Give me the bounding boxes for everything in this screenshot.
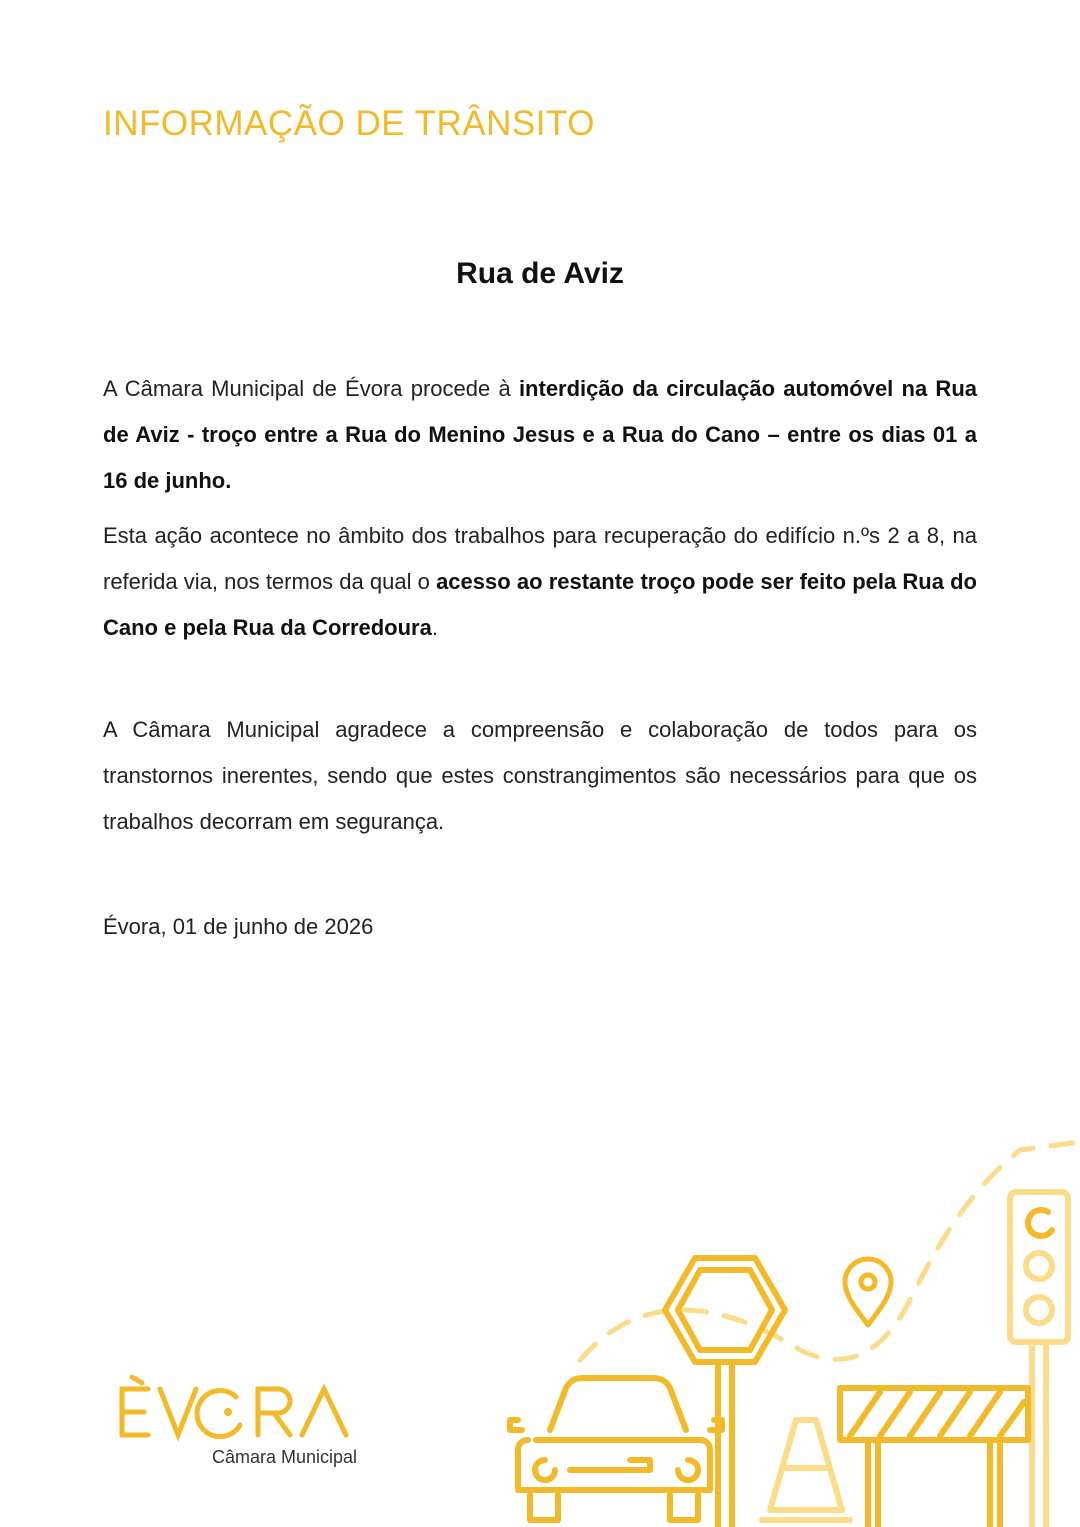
traffic-light-top-lamp (1028, 1210, 1052, 1236)
paragraph1-bold: interdição da circulação automóvel na Rua de Aviz - troço entre a Rua do Menino Jesus e a Rua do Cano – entre os dias 01 a 16 de junho. (103, 376, 977, 493)
paragraph2-end: . (431, 615, 438, 640)
evora-logo (118, 1375, 363, 1475)
paragraph-thanks: A Câmara Municipal agradece a compreensão e colaboração de todos para os transtornos inerentes, sendo que estes constrangimentos são necessários para que os trabalhos decorram em segurança. (103, 717, 977, 834)
car-icon (510, 1378, 722, 1520)
traffic-works-illustration (500, 1130, 1080, 1527)
paragraph-context (103, 513, 977, 651)
header-title: INFORMAÇÃO DE TRÂNSITO (103, 104, 595, 143)
location-pin-icon (845, 1259, 891, 1325)
paragraph1-text: A Câmara Municipal de Évora procede à (103, 376, 519, 401)
road-barrier-icon (840, 1388, 1028, 1527)
traffic-light-icon (1010, 1192, 1068, 1527)
traffic-cone-icon (762, 1420, 850, 1520)
evora-wordmark-logo (118, 1375, 363, 1445)
paragraph2-text: Esta ação acontece no âmbito dos trabalhos para recuperação do edifício n.ºs 2 a 8, na referida via, nos termos da qual o (103, 523, 977, 594)
date-line: Évora, 01 de junho de 2026 (103, 914, 374, 939)
stop-sign-icon (665, 1258, 785, 1527)
paragraph2-bold: acesso ao restante troço pode ser feito pela Rua do Cano e pela Rua da Corredoura (103, 569, 977, 640)
paragraph-closure-notice (103, 366, 977, 504)
document-title: Rua de Aviz (456, 257, 624, 290)
logo-subtitle: Câmara Municipal (212, 1447, 358, 1467)
